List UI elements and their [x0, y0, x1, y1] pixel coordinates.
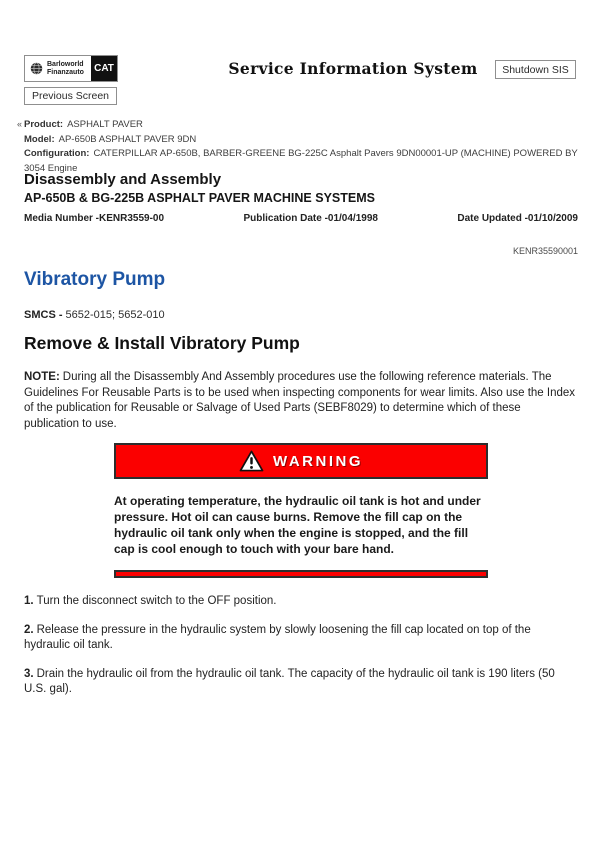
configuration-value: CATERPILLAR AP-650B, BARBER-GREENE BG-225C Asphalt Pavers 9DN00001-UP (MACHINE) POWERED BY 3054 Engine	[24, 148, 578, 174]
model-value: AP-650B ASPHALT PAVER 9DN	[58, 133, 197, 145]
media-number: Media Number -KENR3559-00	[24, 213, 165, 224]
note-label: NOTE:	[24, 371, 60, 383]
topic-title: Vibratory Pump	[24, 269, 166, 290]
warning-section	[114, 443, 488, 578]
procedure-title: Remove & Install Vibratory Pump	[24, 333, 300, 353]
warning-title: WARNING	[273, 452, 363, 470]
step-number: 3.	[24, 667, 34, 680]
smcs-line	[24, 309, 165, 321]
dealer-name-line1: Barloworld	[47, 60, 84, 68]
configuration-label: Configuration:	[24, 148, 90, 159]
media-info-row	[24, 213, 578, 224]
note-paragraph	[24, 370, 578, 432]
document-header	[24, 171, 578, 224]
step-number: 2.	[24, 623, 34, 636]
step-item	[24, 594, 578, 610]
globe-icon	[30, 62, 43, 75]
smcs-label: SMCS -	[24, 309, 63, 321]
document-subtitle: AP-650B & BG-225B ASPHALT PAVER MACHINE SYSTEMS	[24, 191, 375, 205]
dealer-name	[47, 61, 84, 77]
previous-screen-button[interactable]: Previous Screen	[24, 87, 117, 105]
step-text: Turn the disconnect switch to the OFF position.	[36, 595, 277, 607]
app-title: Service Information System	[228, 59, 478, 78]
product-info	[17, 117, 600, 176]
dealer-logo	[24, 55, 118, 82]
publication-date: Publication Date -01/04/1998	[243, 213, 378, 224]
step-text: Drain the hydraulic oil from the hydraulic oil tank. The capacity of the hydraulic oil tank is 190 liters (50 U.S. gal).	[24, 667, 555, 695]
step-number: 1.	[24, 595, 34, 607]
product-row	[17, 117, 600, 133]
cat-logo: CAT	[91, 56, 117, 81]
procedure-steps	[24, 594, 578, 711]
smcs-codes: 5652-015; 5652-010	[65, 309, 165, 321]
step-item	[24, 667, 578, 698]
product-label: Product:	[24, 119, 64, 130]
document-code: KENR35590001	[512, 246, 578, 256]
model-row	[17, 133, 600, 148]
warning-triangle-icon	[239, 450, 264, 472]
warning-body: At operating temperature, the hydraulic oil tank is hot and under pressure. Hot oil can cause burns. Remove the fill cap on the hydraulic oil tank only when the engine is stopped, and the fill cap is cool enough to touch with your bare hand.	[114, 494, 481, 556]
document-section-title: Disassembly and Assembly	[24, 171, 222, 188]
shutdown-sis-button[interactable]: Shutdown SIS	[495, 60, 576, 79]
note-text: During all the Disassembly And Assembly procedures use the following reference materials. The Guidelines For Reusable Parts is to be used when inspecting components for wear limits. Also use the Index of the publication for Reusable or Salvage of Used Parts (SEBF8029) to determine which of these publication to use.	[24, 371, 576, 430]
warning-end-rule	[114, 570, 488, 578]
step-item	[24, 623, 578, 654]
dealer-name-line2: Finanzauto	[47, 68, 84, 76]
date-updated: Date Updated -01/10/2009	[457, 213, 578, 224]
product-value: ASPHALT PAVER	[67, 119, 143, 130]
collapse-icon[interactable]: «	[17, 119, 23, 129]
model-label: Model:	[24, 133, 55, 145]
warning-banner	[114, 443, 488, 479]
step-text: Release the pressure in the hydraulic system by slowly loosening the fill cap located on top of the hydraulic oil tank.	[24, 623, 531, 651]
